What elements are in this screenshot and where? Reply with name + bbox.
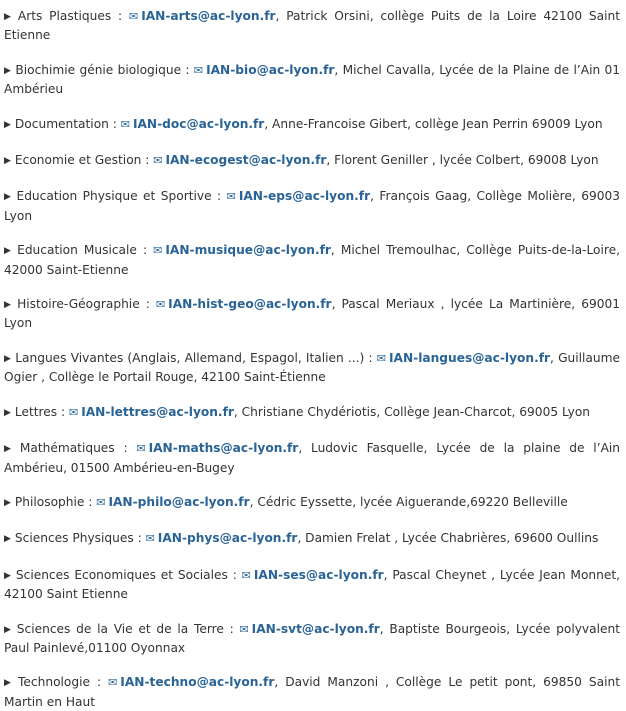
subject-label: Education Physique et Sportive : — [16, 189, 227, 204]
triangle-right-icon: ▶ — [4, 119, 11, 130]
list-item — [4, 188, 620, 225]
email-address: IAN-svt@ac-lyon.fr — [251, 621, 380, 636]
subject-label: Lettres : — [14, 404, 69, 419]
triangle-right-icon: ▶ — [4, 444, 16, 455]
triangle-right-icon: ▶ — [4, 156, 11, 167]
envelope-icon: ✉ — [376, 351, 386, 365]
triangle-right-icon: ▶ — [4, 534, 11, 545]
email-link[interactable] — [153, 153, 326, 167]
envelope-icon: ✉ — [153, 154, 163, 168]
triangle-right-icon: ▶ — [4, 65, 12, 76]
list-item — [4, 152, 620, 171]
contact-details: , Ludovic Fasquelle, Lycée de la plaine de l’Ain Ambérieu, 01500 Ambérieu-en-Bugey — [4, 441, 621, 475]
subject-label: Technologie : — [18, 675, 109, 690]
contact-list — [0, 8, 626, 711]
email-link[interactable] — [129, 9, 276, 23]
list-item — [4, 62, 620, 99]
email-address: IAN-philo@ac-lyon.fr — [108, 494, 250, 509]
email-address: IAN-ecogest@ac-lyon.fr — [165, 153, 327, 168]
envelope-icon: ✉ — [241, 568, 251, 582]
subject-label: Sciences Physiques : — [14, 531, 146, 546]
triangle-right-icon: ▶ — [4, 12, 14, 22]
envelope-icon: ✉ — [136, 442, 146, 456]
triangle-right-icon: ▶ — [4, 192, 13, 203]
triangle-right-icon: ▶ — [4, 407, 11, 418]
email-link[interactable] — [227, 189, 371, 203]
email-link[interactable] — [153, 243, 331, 257]
email-address: IAN-lettres@ac-lyon.fr — [81, 404, 234, 419]
triangle-right-icon: ▶ — [4, 353, 12, 364]
triangle-right-icon: ▶ — [4, 624, 13, 635]
contact-details: , Anne-Francoise Gibert, collège Jean Perrin 69009 Lyon — [264, 116, 603, 131]
email-link[interactable] — [108, 675, 274, 689]
contact-details: , Florent Geniller , lycée Colbert, 69008 Lyon — [326, 153, 599, 168]
subject-label: Histoire-Géographie : — [17, 297, 156, 312]
email-address: IAN-eps@ac-lyon.fr — [238, 189, 371, 204]
envelope-icon: ✉ — [108, 676, 118, 690]
subject-label: Economie et Gestion : — [14, 153, 154, 168]
contact-details: , Patrick Orsini, collège Puits de la Loire 42100 Saint Etienne — [4, 9, 621, 43]
envelope-icon: ✉ — [128, 10, 139, 23]
email-address: IAN-langues@ac-lyon.fr — [389, 350, 551, 365]
subject-label: Sciences de la Vie et de la Terre : — [16, 621, 240, 636]
email-link[interactable] — [136, 441, 298, 455]
email-address: IAN-arts@ac-lyon.fr — [141, 9, 276, 23]
envelope-icon: ✉ — [120, 117, 130, 131]
email-address: IAN-hist-geo@ac-lyon.fr — [168, 297, 332, 312]
envelope-icon: ✉ — [69, 405, 79, 419]
contact-details: , Cédric Eyssette, lycée Aiguerande,69220 Belleville — [249, 494, 568, 509]
list-item — [4, 674, 620, 711]
list-item — [4, 116, 620, 135]
subject-label: Mathématiques : — [19, 441, 137, 456]
email-address: IAN-phys@ac-lyon.fr — [157, 531, 298, 546]
subject-label: Biochimie génie biologique : — [15, 62, 194, 77]
email-address: IAN-techno@ac-lyon.fr — [120, 675, 275, 690]
email-link[interactable] — [146, 531, 298, 545]
list-item — [4, 494, 620, 513]
contact-details: , Baptiste Bourgeois, Lycée polyvalent Paul Painlevé,01100 Oyonnax — [4, 621, 620, 655]
email-address: IAN-musique@ac-lyon.fr — [165, 243, 331, 258]
subject-label: Arts Plastiques : — [17, 9, 129, 23]
triangle-right-icon: ▶ — [4, 246, 14, 257]
contact-details: , François Gaag, Collège Molière, 69003 Lyon — [4, 189, 621, 223]
email-link[interactable] — [242, 568, 384, 582]
list-item — [4, 242, 620, 279]
subject-label: Documentation : — [14, 116, 121, 131]
email-link[interactable] — [239, 622, 379, 636]
email-address: IAN-doc@ac-lyon.fr — [132, 116, 265, 131]
triangle-right-icon: ▶ — [4, 300, 14, 311]
list-item — [4, 567, 620, 604]
email-link[interactable] — [96, 495, 249, 509]
email-address: IAN-maths@ac-lyon.fr — [148, 441, 299, 456]
triangle-right-icon: ▶ — [4, 497, 11, 508]
envelope-icon: ✉ — [155, 298, 166, 312]
email-address: IAN-ses@ac-lyon.fr — [253, 567, 384, 582]
contact-details: , Pascal Meriaux , lycée La Martinière, 69001 Lyon — [4, 297, 621, 331]
contact-details: , Pascal Cheynet , Lycée Jean Monnet, 42100 Saint Etienne — [4, 567, 620, 602]
envelope-icon: ✉ — [193, 63, 204, 77]
contact-details: , Damien Frelat , Lycée Chabrières, 69600 Oullins — [297, 531, 599, 546]
envelope-icon: ✉ — [145, 532, 155, 546]
subject-label: Langues Vivantes (Anglais, Allemand, Espagol, Italien ...) : — [15, 350, 377, 365]
subject-label: Sciences Economiques et Sociales : — [15, 567, 242, 582]
envelope-icon: ✉ — [96, 495, 106, 509]
envelope-icon: ✉ — [226, 190, 236, 204]
subject-label: Education Musicale : — [17, 243, 154, 258]
contact-details: , Christiane Chydériotis, Collège Jean-Charcot, 69005 Lyon — [233, 404, 591, 419]
triangle-right-icon: ▶ — [4, 570, 12, 581]
list-item — [4, 350, 620, 387]
email-link[interactable] — [377, 351, 550, 365]
email-link[interactable] — [69, 405, 234, 419]
contact-details: , Michel Cavalla, Lycée de la Plaine de l’Ain 01 Ambérieu — [4, 62, 621, 97]
email-link[interactable] — [121, 117, 265, 131]
email-link[interactable] — [156, 297, 332, 311]
list-item — [4, 404, 620, 423]
list-item — [4, 296, 620, 333]
list-item — [4, 621, 620, 658]
envelope-icon: ✉ — [153, 244, 163, 258]
contact-details: , Michel Tremoulhac, Collège Puits-de-la-Loire, 42000 Saint-Etienne — [4, 243, 621, 277]
triangle-right-icon: ▶ — [4, 678, 15, 689]
subject-label: Philosophie : — [14, 494, 97, 509]
envelope-icon: ✉ — [239, 622, 249, 636]
email-address: IAN-bio@ac-lyon.fr — [206, 62, 335, 77]
list-item — [4, 440, 620, 477]
list-item — [4, 530, 620, 549]
list-item — [4, 8, 620, 45]
email-link[interactable] — [194, 63, 335, 77]
contact-details: , Guillaume Ogier , Collège le Portail Rouge, 42100 Saint-Étienne — [4, 350, 620, 385]
contact-details: , David Manzoni , Collège Le petit pont, 69850 Saint Martin en Haut — [4, 675, 621, 709]
